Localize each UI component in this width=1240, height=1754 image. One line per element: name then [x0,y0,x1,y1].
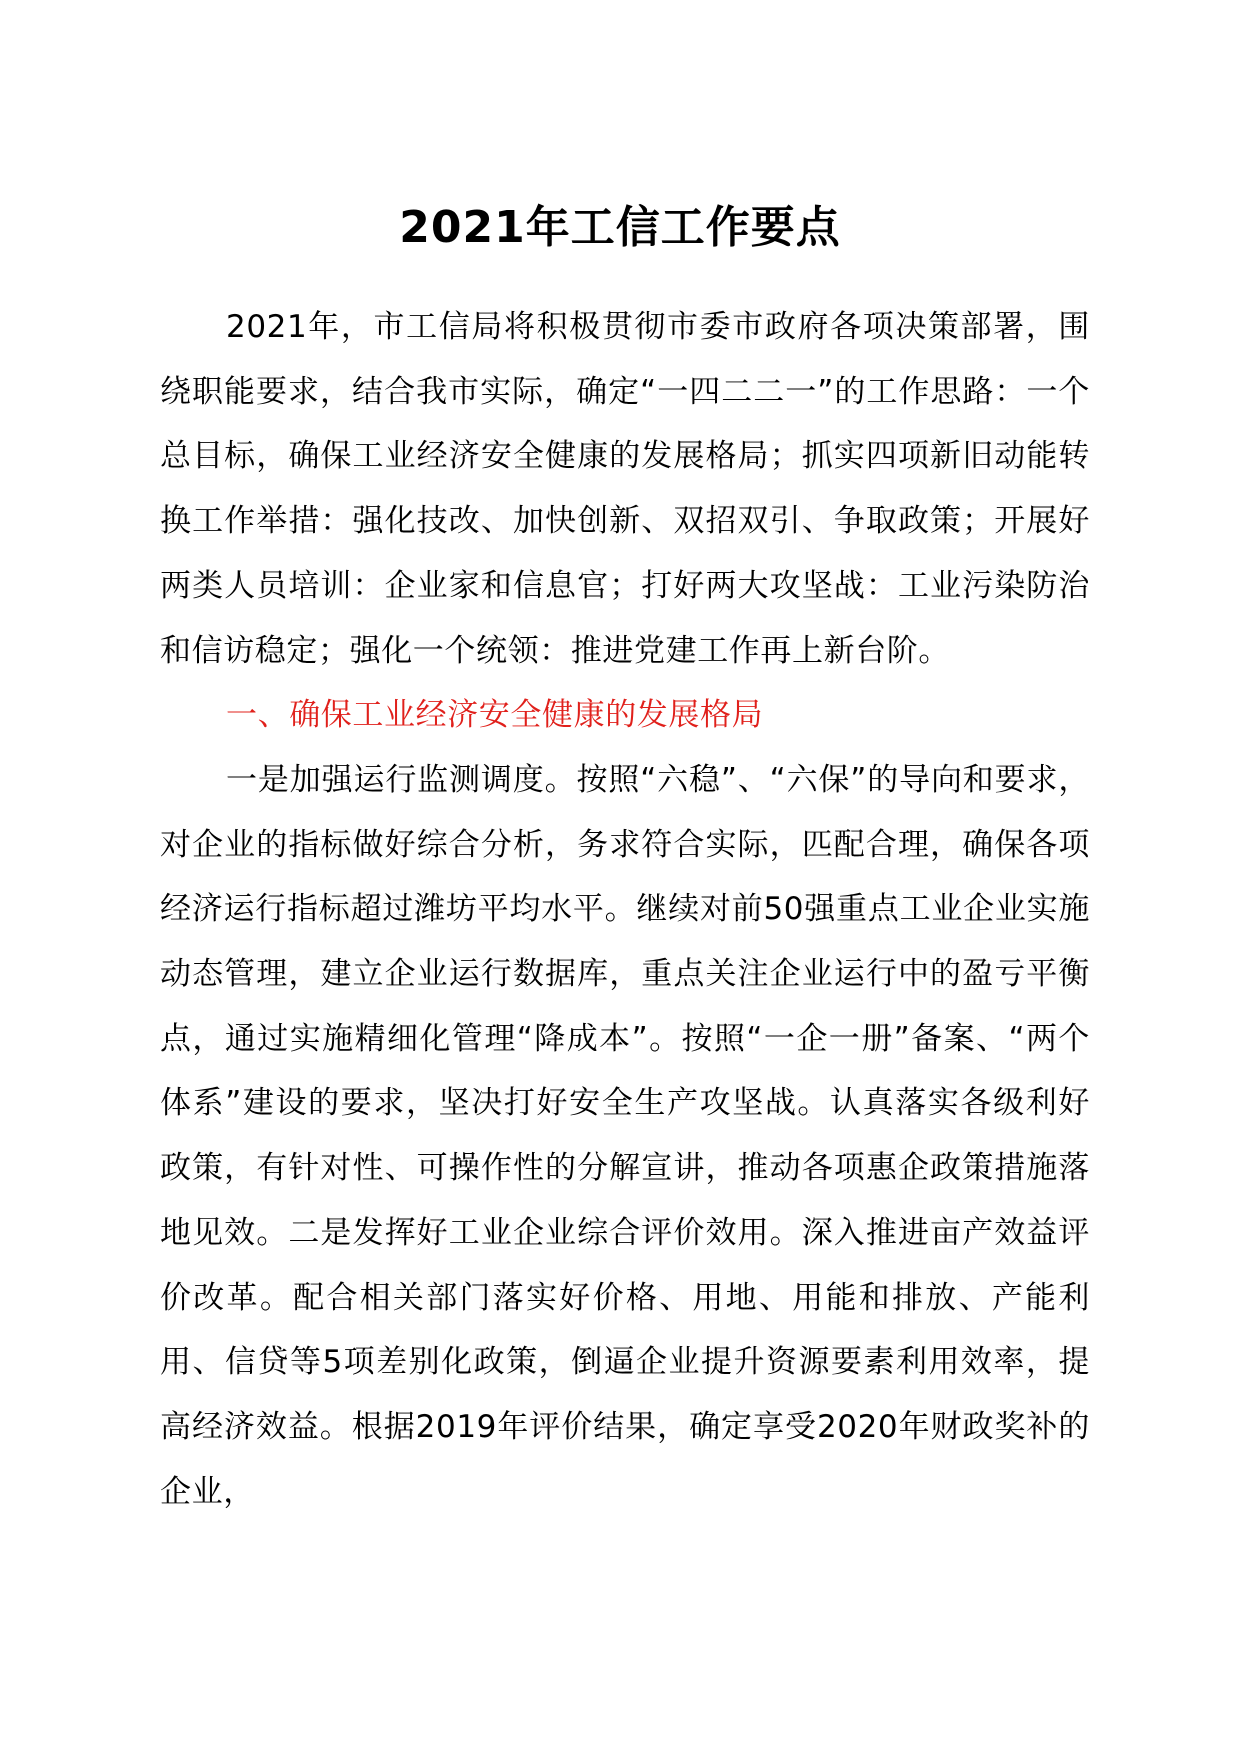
document-body [160,295,1090,1524]
document-title: 2021年工信工作要点 [399,202,841,253]
section-paragraph: 一是加强运行监测调度。按照“六稳”、“六保”的导向和要求，对企业的指标做好综合分析，务求符合实际，匹配合理，确保各项经济运行指标超过潍坊平均水平。继续对前50强重点工业企业实施动态管理，建立企业运行数据库，重点关注企业运行中的盈亏平衡点，通过实施精细化管理“降成本”。按照“一企一册”备案、“两个体系”建设的要求，坚决打好安全生产攻坚战。认真落实各级利好政策，有针对性、可操作性的分解宣讲，推动各项惠企政策措施落地见效。二是发挥好工业企业综合评价效用。深入推进亩产效益评价改革。配合相关部门落实好价格、用地、用能和排放、产能利用、信贷等5项差别化政策，倒逼企业提升资源要素利用效率，提高经济效益。根据2019年评价结果，确定享受2020年财政奖补的企业， [160,761,1090,1510]
intro-paragraph: 2021年，市工信局将积极贯彻市委市政府各项决策部署，围绕职能要求，结合我市实际，确定“一四二二一”的工作思路：一个总目标，确保工业经济安全健康的发展格局；抓实四项新旧动能转换工作举措：强化技改、加快创新、双招双引、争取政策；开展好两类人员培训：企业家和信息官；打好两大攻坚战：工业污染防治和信访稳定；强化一个统领：推进党建工作再上新台阶。 [160,309,1090,669]
section-heading: 一、确保工业经济安全健康的发展格局 [226,697,764,734]
